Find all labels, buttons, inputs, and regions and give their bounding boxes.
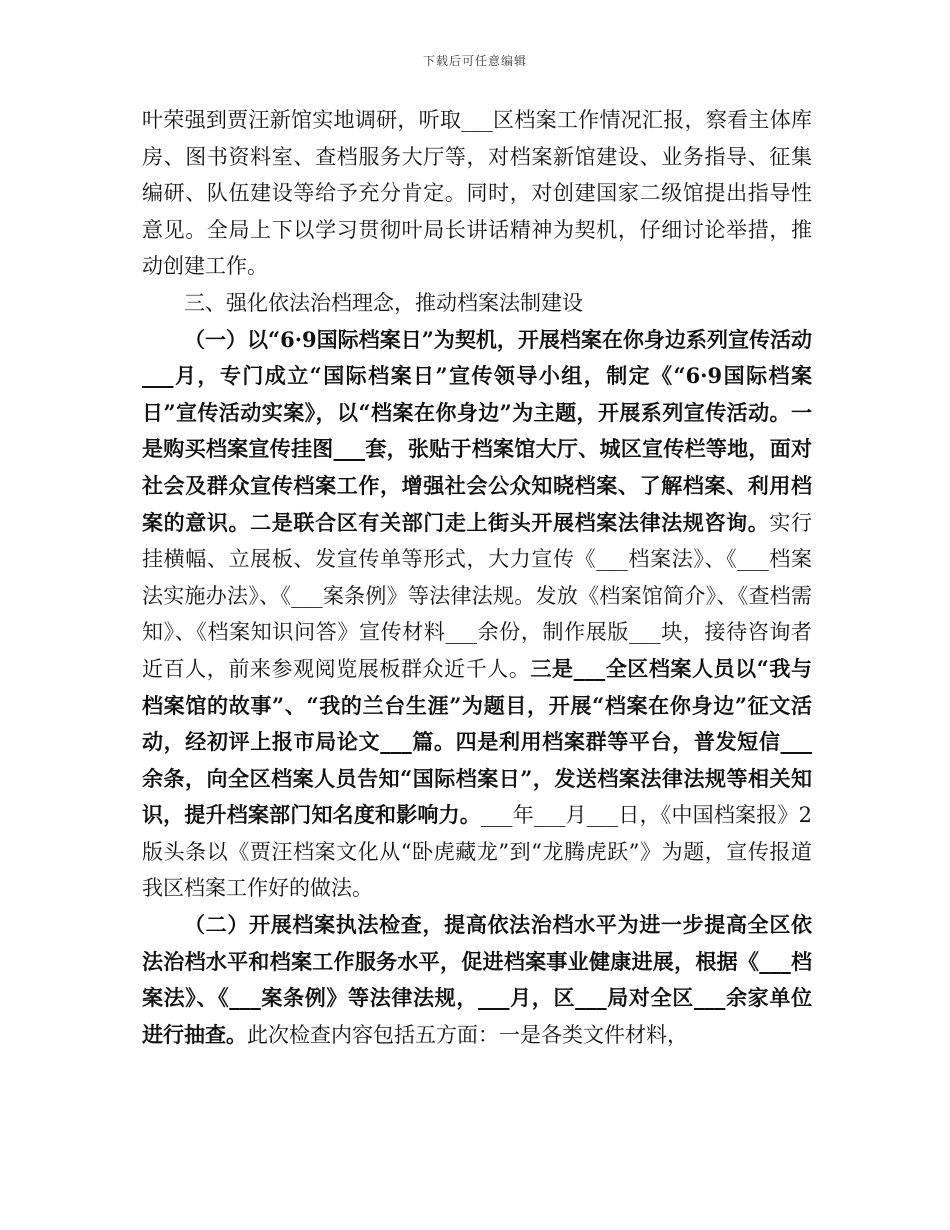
document-body (142, 102, 812, 1053)
bold-text-run: （一）以“6·9国际档案日”为契机，开展档案在你身边系列宣传活动___月，专门成立“国际档案日”宣传领导小组，制定《“6·9国际档案日”宣传活动实案》，以“档案在你身边”为主题，开展系列宣传活动。一是购买档案宣传挂图___套，张贴于档案馆大厅、城区宣传栏等地，面对社会及群众宣传档案工作，增强社会公众知晓档案、了解档案、利用档案的意识。二是联合区有关部门走上街头开展档案法律法规咨询。 (142, 326, 812, 535)
paragraph-subsection-2 (142, 907, 812, 1053)
paragraph-subsection-1 (142, 322, 812, 908)
paragraph-intro: 叶荣强到贾汪新馆实地调研，听取___区档案工作情况汇报，察看主体库房、图书资料室、查档服务大厅等，对档案新馆建设、业务指导、征集编研、队伍建设等给予充分肯定。同时，对创建国家二级馆提出指导性意见。全局上下以学习贯彻叶局长讲话精神为契机，仔细讨论举措，推动创建工作。 (142, 108, 812, 279)
bold-text-run: （二）开展档案执法检查，提高依法治档水平为进一步提高全区依法治档水平和档案工作服务水平，促进档案事业健康进展，根据《___档案法》、《___案条例》等法律法规，___月，区___局对全区___余家单位进行抽查。 (142, 912, 812, 1047)
bold-text-run: 三是___全区档案人员以“我与档案馆的故事”、“我的兰台生涯”为题目，开展“档案在你身边”征文活动，经初评上报市局论文___篇。四是利用档案群等平台，普发短信___余条，向全区档案人员告知“国际档案日”，发送档案法律法规等相关知识，提升档案部门知名度和影响力。 (142, 655, 813, 828)
section-heading-3: 三、强化依法治档理念，推动档案法制建设 (184, 290, 583, 315)
normal-text-run: 实行挂横幅、立展板、发宣传单等形式，大力宣传《___档案法》、《___档案法实施办法》、《___案条例》等法律法规。发放《档案馆简介》、《查档需知》、《档案知识问答》宣传材料___余份，制作展版___块，接待咨询者近百人，前来参观阅览展板群众近千人。 (142, 510, 813, 681)
normal-text-run: ___年___月___日，《中国档案报》2版头条以《贾汪档案文化从“卧虎藏龙”到“龙腾虎跃”》为题，宣传报道我区档案工作好的做法。 (142, 803, 812, 901)
normal-text-run: 此次检查内容包括五方面：一是各类文件材料， (247, 1022, 688, 1047)
page-header-note: 下载后可任意编辑 (422, 54, 527, 68)
